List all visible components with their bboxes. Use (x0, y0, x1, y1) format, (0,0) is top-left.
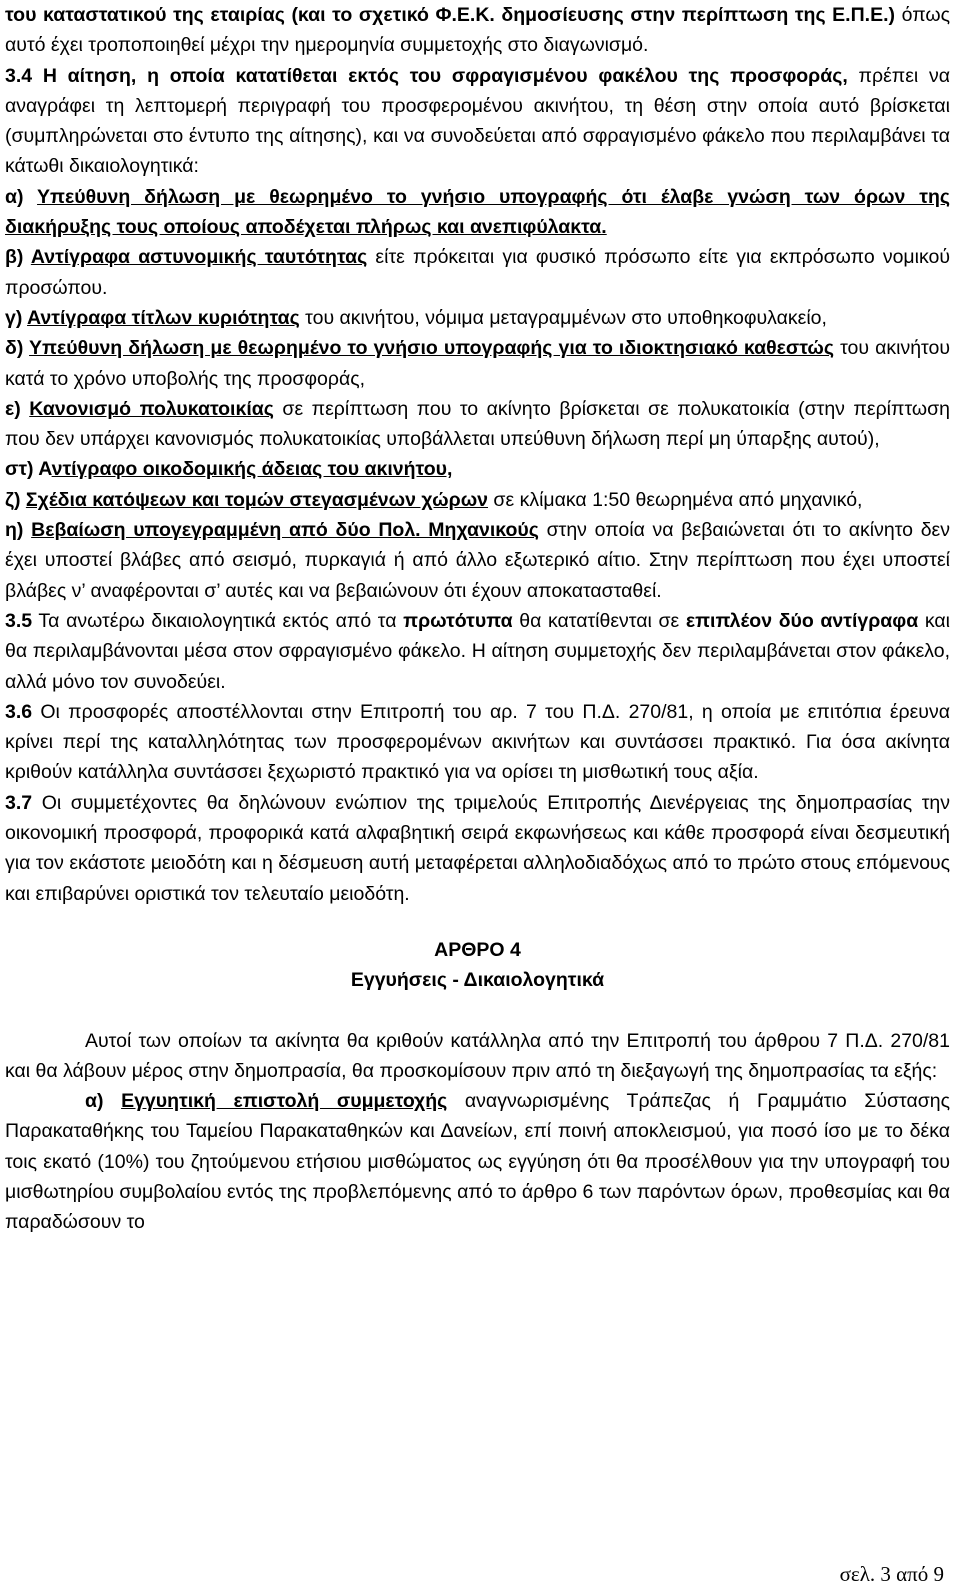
item-h-title: Βεβαίωση υπογεγραμμένη από δύο Πολ. Μηχανικούς (31, 519, 539, 542)
item-h (5, 515, 950, 606)
page-number: σελ. 3 από 9 (839, 1562, 944, 1586)
paragraph-statute (5, 0, 950, 61)
p35-text-2: θα κατατίθενται σε (512, 609, 686, 632)
item-b (5, 242, 950, 303)
item-z-title: Σχέδια κατόψεων και τομών στεγασμένων χώρων (25, 488, 489, 511)
p36-number: 3.6 (5, 700, 33, 723)
p35-bold-1: πρωτότυπα (403, 609, 513, 632)
p35-text-1: Τα ανωτέρω δικαιολογητικά εκτός από τα (32, 609, 404, 632)
p37-text: Οι συμμετέχοντες θα δηλώνουν ενώπιον της τριμελούς Επιτροπής Διενέργειας της δημοπρασίας την οικονομική προσφορά, προφορικά κατά αλφαβητική σειρά εκφωνήσεως και κάθε προσφορά είναι δεσμευτική για τον εκάστοτε μειοδότη και η δέσμευση αυτή μεταφέρεται αλληλοδιαδόχως από το πρώτο στους επόμενους και επιβαρύνει οριστικά τον τελευταίο μειοδότη. (5, 791, 950, 905)
item-d-text: του ακινήτου κατά το χρόνο υποβολής της προσφοράς, (5, 337, 950, 390)
p34-text: πρέπει να αναγράφει τη λεπτομερή περιγραφή του προσφερομένου ακινήτου, τη θέση στην οποία αυτό βρίσκεται (συμπληρώνεται στο έντυπο της αίτησης), και να συνοδεύεται από σφραγισμένο φάκελο που περιλαμβάνει τα κάτωθι δικαιολογητικά: (5, 64, 951, 178)
paragraph-3-7 (5, 788, 950, 909)
item-e-label: ε) (5, 397, 30, 420)
spacer (5, 909, 950, 935)
item-z-label: ζ) (5, 488, 26, 511)
item-d-title: Υπεύθυνη δήλωση με θεωρημένο το γνήσιο υπογραφής για το ιδιοκτησιακό καθεστώς (29, 337, 835, 360)
item-b-label: β) (5, 246, 31, 269)
p37-number: 3.7 (5, 791, 33, 814)
item-4a (5, 1086, 950, 1237)
item-4a-text: αναγνωρισμένης Τράπεζας ή Γραμμάτιο Σύστασης Παρακαταθήκης του Ταμείου Παρακαταθηκών και Δανείων, επί ποινή αποκλεισμού, για ποσό ίσο με το δέκα τοις εκατό (10%) του ζητούμενου ετήσιου μισθώματος ως εγγύηση ότι θα προσέλθουν για την υπογραφή του μισθωτηρίου συμβολαίου εντός της προβλεπόμενης από το άρθρο 6 των παρόντων όρων, προθεσμίας και θα παραδώσουν το (5, 1090, 950, 1234)
item-z (5, 485, 950, 515)
item-st-title: ντίγραφο οικοδομικής άδειας του ακινήτου, (51, 458, 453, 481)
item-h-label: η) (5, 519, 32, 542)
statute-text: όπως αυτό έχει τροποποιηθεί μέχρι την ημερομηνία συμμετοχής στο διαγωνισμό. (5, 4, 950, 57)
p36-text: Οι προσφορές αποστέλλονται στην Επιτροπή του αρ. 7 του Π.Δ. 270/81, η οποία με επιτόπια έρευνα κρίνει περί της καταλληλότητας των προσφερομένων ακινήτων και συντάσσει πρακτικό. Για όσα ακίνητα κριθούν κατάλληλα συντάσσει ξεχωριστό πρακτικό για να ορίσει τη μισθωτική τους αξία. (5, 700, 950, 784)
item-e-text: σε περίπτωση που το ακίνητο βρίσκεται σε πολυκατοικία (στην περίπτωση που δεν υπάρχει κανονισμός πολυκατοικίας υποβάλλεται υπεύθυνη δήλωση περί μη ύπαρξης αυτού), (5, 397, 950, 451)
item-d-label: δ) (5, 337, 30, 360)
item-e-title: Κανονισμό πολυκατοικίας (29, 397, 274, 420)
item-e (5, 394, 950, 455)
item-a-text: Υπεύθυνη δήλωση με θεωρημένο το γνήσιο υπογραφής ότι έλαβε γνώση των όρων της διακήρυξης τους οποίους αποδέχεται πλήρως και ανεπιφύλακτα. (5, 185, 951, 239)
p4-text: Αυτοί των οποίων τα ακίνητα θα κριθούν κατάλληλα από την Επιτροπή του άρθρου 7 Π.Δ. 270/81 και θα λάβουν μέρος στην δημοπρασία, θα προσκομίσουν πριν από τη διεξαγωγή της δημοπρασίας τα εξής: (5, 1029, 950, 1082)
item-st (5, 454, 950, 484)
statute-bold-text: του καταστατικού της εταιρίας (και το σχετικό Φ.Ε.Κ. δημοσίευσης στην περίπτωση της Ε.Π.Ε.) (5, 4, 896, 26)
item-c-label: γ) (5, 306, 28, 329)
item-c (5, 303, 950, 333)
paragraph-3-4 (5, 61, 950, 182)
item-st-label: στ) Α (5, 458, 52, 481)
paragraph-3-6 (5, 697, 950, 788)
item-z-text: σε κλίμακα 1:50 θεωρημένα από μηχανικό, (488, 488, 863, 511)
article-subtitle: Εγγυήσεις - Δικαιολογητικά (350, 969, 605, 992)
item-4a-label: α) (85, 1090, 122, 1113)
item-4a-title: Εγγυητική επιστολή συμμετοχής (121, 1090, 448, 1113)
document-page (5, 0, 950, 1238)
p35-text-3: και θα περιλαμβάνονται μέσα στον σφραγισμένο φάκελο. Η αίτηση συμμετοχής δεν περιλαμβάνεται στον φάκελο, αλλά μόνο τον συνοδεύει. (5, 609, 950, 693)
item-d (5, 333, 950, 394)
item-a-label: α) (5, 185, 38, 208)
paragraph-4-intro (5, 1026, 950, 1087)
item-c-title: Αντίγραφα τίτλων κυριότητας (27, 306, 300, 329)
item-c-text: του ακινήτου, νόμιμα μεταγραμμένων στο υποθηκοφυλακείο, (299, 306, 827, 329)
p35-bold-2: επιπλέον δύο αντίγραφα (685, 609, 919, 632)
p35-number: 3.5 (5, 609, 33, 632)
p34-bold-text: 3.4 Η αίτηση, η οποία κατατίθεται εκτός του σφραγισμένου φακέλου της προσφοράς, (5, 64, 848, 87)
spacer (5, 996, 950, 1026)
article-title: ΑΡΘΡΟ 4 (434, 938, 521, 961)
item-a (5, 182, 950, 243)
item-b-text: είτε πρόκειται για φυσικό πρόσωπο είτε για εκπρόσωπο νομικού προσώπου. (5, 246, 951, 299)
paragraph-3-5 (5, 606, 950, 697)
item-b-title: Αντίγραφα αστυνομικής ταυτότητας (30, 246, 368, 269)
item-h-text: στην οποία να βεβαιώνεται ότι το ακίνητο δεν έχει υποστεί βλάβες από σεισμό, πυρκαγιά ή από άλλο εξωτερικό αίτιο. Στην περίπτωση που έχει υποστεί βλάβες ν’ αναφέρονται σ’ αυτές και να βεβαιώνουν ότι έχουν αποκατασταθεί. (5, 519, 950, 602)
